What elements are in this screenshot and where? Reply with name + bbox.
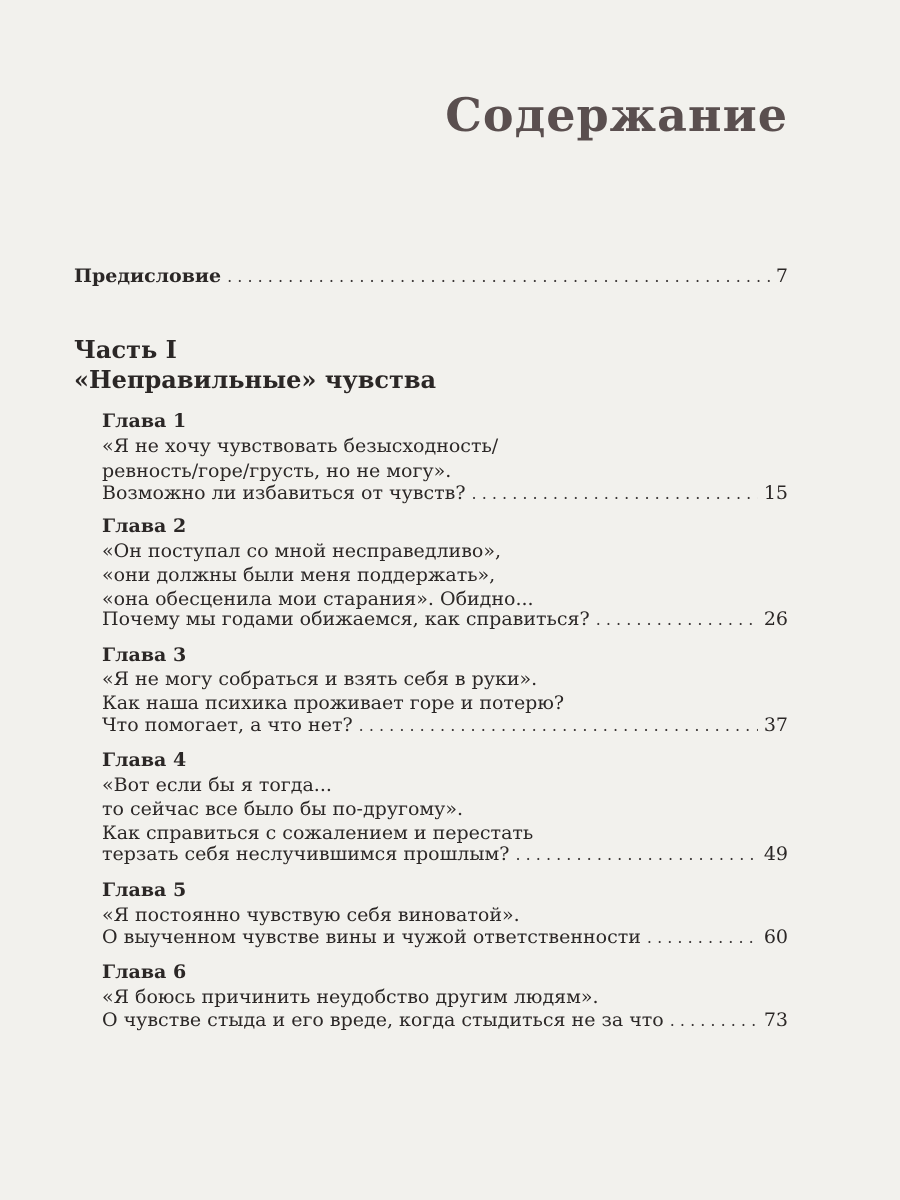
- leader-dots: [596, 608, 758, 632]
- chapter-6-line-2: О чувстве стыда и его вреде, когда стыдиться не за что: [102, 1009, 664, 1031]
- chapter-4-line-2: то сейчас все было бы по-другому».: [102, 798, 464, 820]
- page-title: Содержание: [445, 88, 788, 142]
- chapter-4-entry: [102, 842, 788, 867]
- chapter-2-line-1: «Он поступал со мной несправедливо»,: [102, 540, 502, 562]
- chapter-2-line-4: Почему мы годами обижаемся, как справиться?: [102, 608, 590, 630]
- chapter-1-entry: [102, 481, 788, 506]
- chapter-2-entry: [102, 607, 788, 632]
- chapter-4-page: 49: [763, 843, 788, 865]
- leader-dots: [515, 843, 757, 867]
- chapter-4-line-4: терзать себя неслучившимся прошлым?: [102, 843, 510, 865]
- leader-dots: [227, 265, 770, 289]
- chapter-6-entry: [102, 1008, 788, 1033]
- leader-dots: [472, 482, 758, 506]
- chapter-5-line-1: «Я постоянно чувствую себя виноватой».: [102, 904, 520, 926]
- chapter-5-line-2: О выученном чувстве вины и чужой ответственности: [102, 926, 641, 948]
- chapter-3-line-1: «Я не могу собраться и взять себя в руки».: [102, 668, 538, 690]
- chapter-6-line-1: «Я боюсь причинить неудобство другим людям».: [102, 986, 599, 1008]
- chapter-4-line-3: Как справиться с сожалением и перестать: [102, 822, 534, 844]
- leader-dots: [359, 714, 758, 738]
- chapter-3-entry: [102, 713, 788, 738]
- chapter-2-line-3: «она обесценила мои старания». Обидно...: [102, 588, 534, 610]
- chapter-2-line-2: «они должны были меня поддержать»,: [102, 564, 496, 586]
- leader-dots: [647, 926, 758, 950]
- chapter-1-page: 15: [763, 482, 788, 504]
- chapter-3-page: 37: [763, 714, 788, 736]
- part-label: Часть I: [74, 335, 177, 364]
- preface-label: Предисловие: [74, 265, 222, 287]
- chapter-3-line-3: Что помогает, а что нет?: [102, 714, 353, 736]
- chapter-5-label: Глава 5: [102, 879, 187, 901]
- chapter-4-label: Глава 4: [102, 749, 187, 771]
- chapter-1-line-1: «Я не хочу чувствовать безысходность/: [102, 435, 499, 457]
- chapter-5-entry: [102, 925, 788, 950]
- chapter-3-line-2: Как наша психика проживает горе и потерю?: [102, 692, 565, 714]
- chapter-6-label: Глава 6: [102, 961, 187, 983]
- toc-entry-preface: [74, 264, 788, 289]
- chapter-4-line-1: «Вот если бы я тогда...: [102, 774, 332, 796]
- part-title: «Неправильные» чувства: [74, 365, 437, 394]
- leader-dots: [670, 1009, 758, 1033]
- chapter-5-page: 60: [763, 926, 788, 948]
- chapter-2-page: 26: [763, 608, 788, 630]
- chapter-1-label: Глава 1: [102, 410, 187, 432]
- chapter-1-line-3: Возможно ли избавиться от чувств?: [102, 482, 466, 504]
- preface-page: 7: [775, 265, 788, 287]
- chapter-6-page: 73: [763, 1009, 788, 1031]
- chapter-3-label: Глава 3: [102, 644, 187, 666]
- chapter-2-label: Глава 2: [102, 515, 187, 537]
- chapter-1-line-2: ревность/горе/грусть, но не могу».: [102, 460, 452, 482]
